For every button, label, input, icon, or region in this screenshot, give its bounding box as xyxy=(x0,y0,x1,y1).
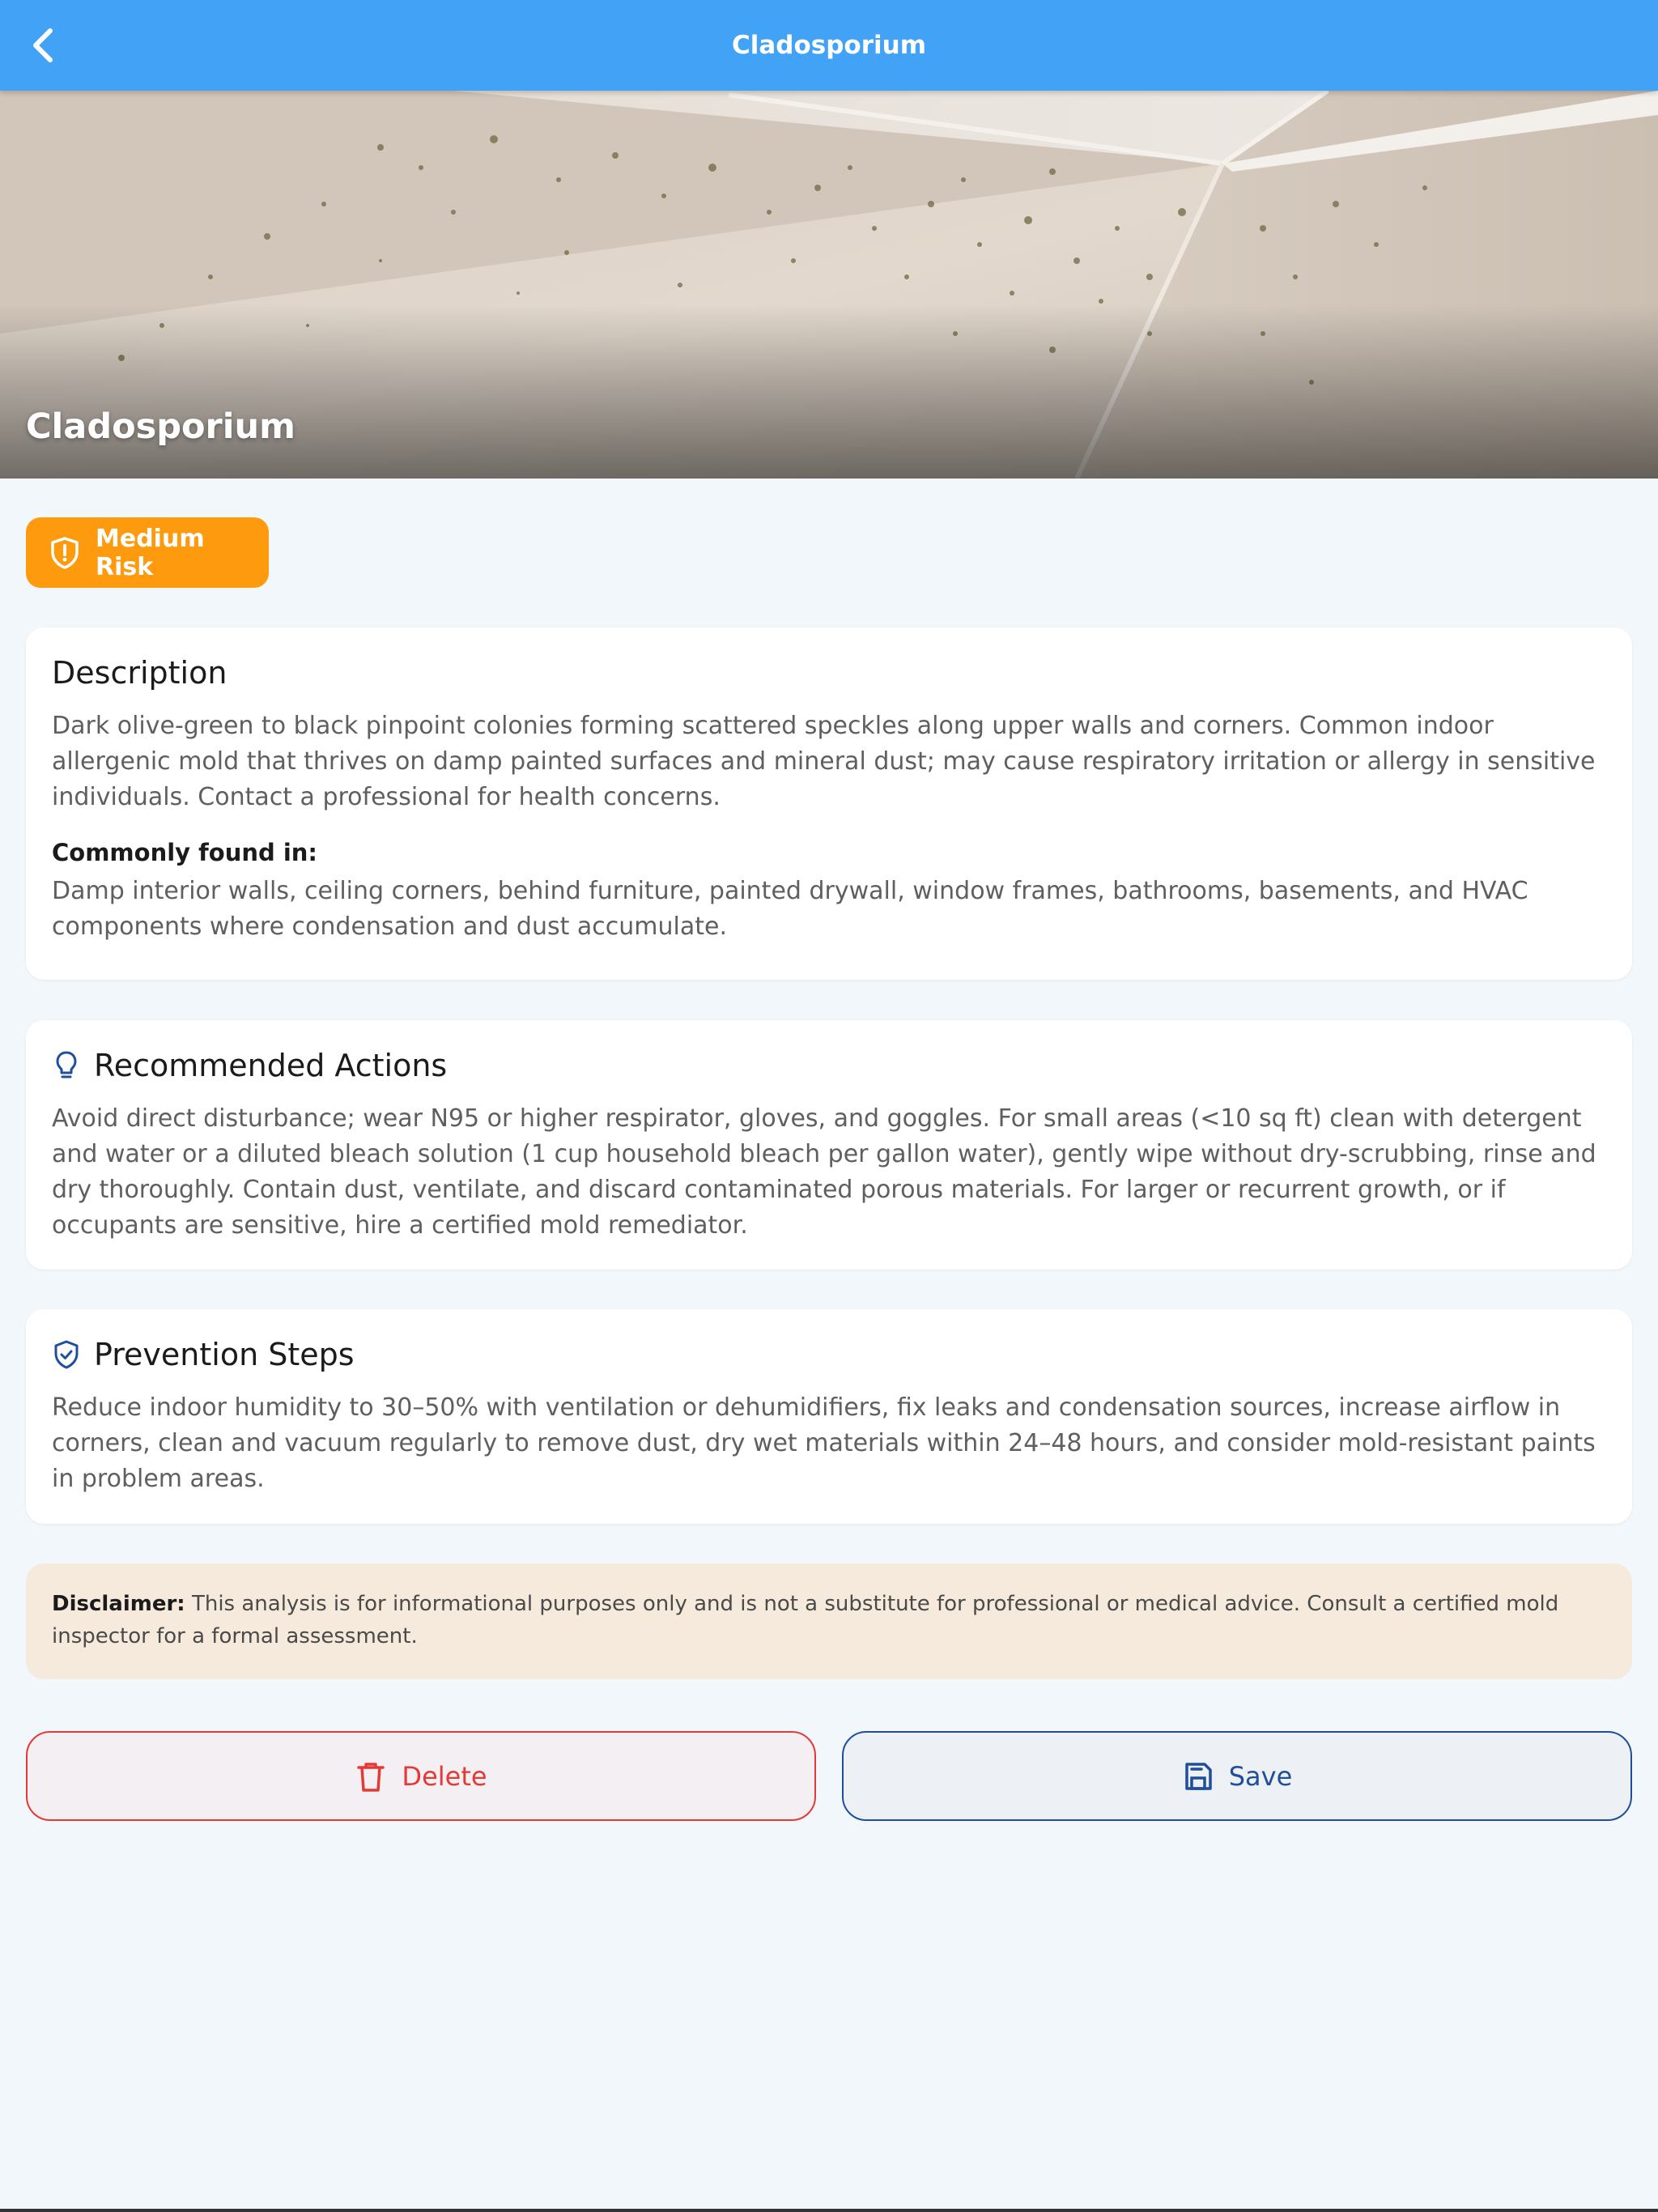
save-button[interactable] xyxy=(842,1731,1632,1821)
disclaimer-text: This analysis is for informational purposes only and is not a substitute for professional or medical advice. Consult a certified mold inspector for a formal assessment. xyxy=(52,1592,1559,1648)
trash-icon xyxy=(355,1759,387,1793)
save-label: Save xyxy=(1228,1760,1293,1792)
mold-photo xyxy=(0,91,1658,479)
delete-label: Delete xyxy=(402,1760,487,1792)
disclaimer-box xyxy=(26,1563,1632,1679)
recommended-actions-title: Recommended Actions xyxy=(94,1048,448,1083)
page-title: Cladosporium xyxy=(731,31,926,60)
save-icon xyxy=(1182,1759,1214,1793)
commonly-found-text: Damp interior walls, ceiling corners, behind furniture, painted drywall, window frames, bathrooms, basements, and HVAC components where condensation and dust accumulate. xyxy=(52,877,1528,941)
delete-button[interactable] xyxy=(26,1731,816,1821)
prevention-steps-heading xyxy=(52,1334,1606,1376)
description-card xyxy=(26,627,1632,980)
commonly-found-heading: Commonly found in: xyxy=(52,839,318,866)
recommended-actions-heading xyxy=(52,1044,1606,1087)
risk-badge xyxy=(26,517,269,588)
description-text: Dark olive-green to black pinpoint colonies forming scattered speckles along upper walls and corners. Common indoor allergenic mold that thrives on damp painted surfaces and mineral dust; may cause respiratory irritation or allergy in sensitive individuals. Contact a professional for health concerns. xyxy=(52,712,1596,811)
prevention-steps-text: Reduce indoor humidity to 30–50% with ventilation or dehumidifiers, fix leaks and condensation sources, increase airflow in corners, clean and vacuum regularly to remove dust, dry wet materials within 24–48 hours, and consider mold-resistant paints in problem areas. xyxy=(52,1393,1596,1493)
bottom-divider xyxy=(0,2209,1658,2212)
prevention-steps-card xyxy=(26,1309,1632,1524)
shield-check-icon xyxy=(52,1338,81,1371)
lightbulb-icon xyxy=(52,1049,81,1082)
description-heading: Description xyxy=(52,655,227,691)
shield-alert-icon xyxy=(47,535,83,571)
hero-title: Cladosporium xyxy=(26,406,295,447)
prevention-steps-title: Prevention Steps xyxy=(94,1337,355,1372)
disclaimer-label: Disclaimer: xyxy=(52,1592,185,1616)
risk-label: Medium Risk xyxy=(96,524,205,581)
app-bar xyxy=(0,0,1658,91)
recommended-actions-card xyxy=(26,1020,1632,1270)
recommended-actions-text: Avoid direct disturbance; wear N95 or higher respirator, gloves, and goggles. For small areas (<10 sq ft) clean with detergent and water or a diluted bleach solution (1 cup household bleach per gallon water), gently wipe without dry-scrubbing, rinse and dry thoroughly. Contain dust, ventilate, and discard contaminated porous materials. For larger or recurrent growth, or if occupants are sensitive, hire a certified mold remediator. xyxy=(52,1104,1596,1240)
